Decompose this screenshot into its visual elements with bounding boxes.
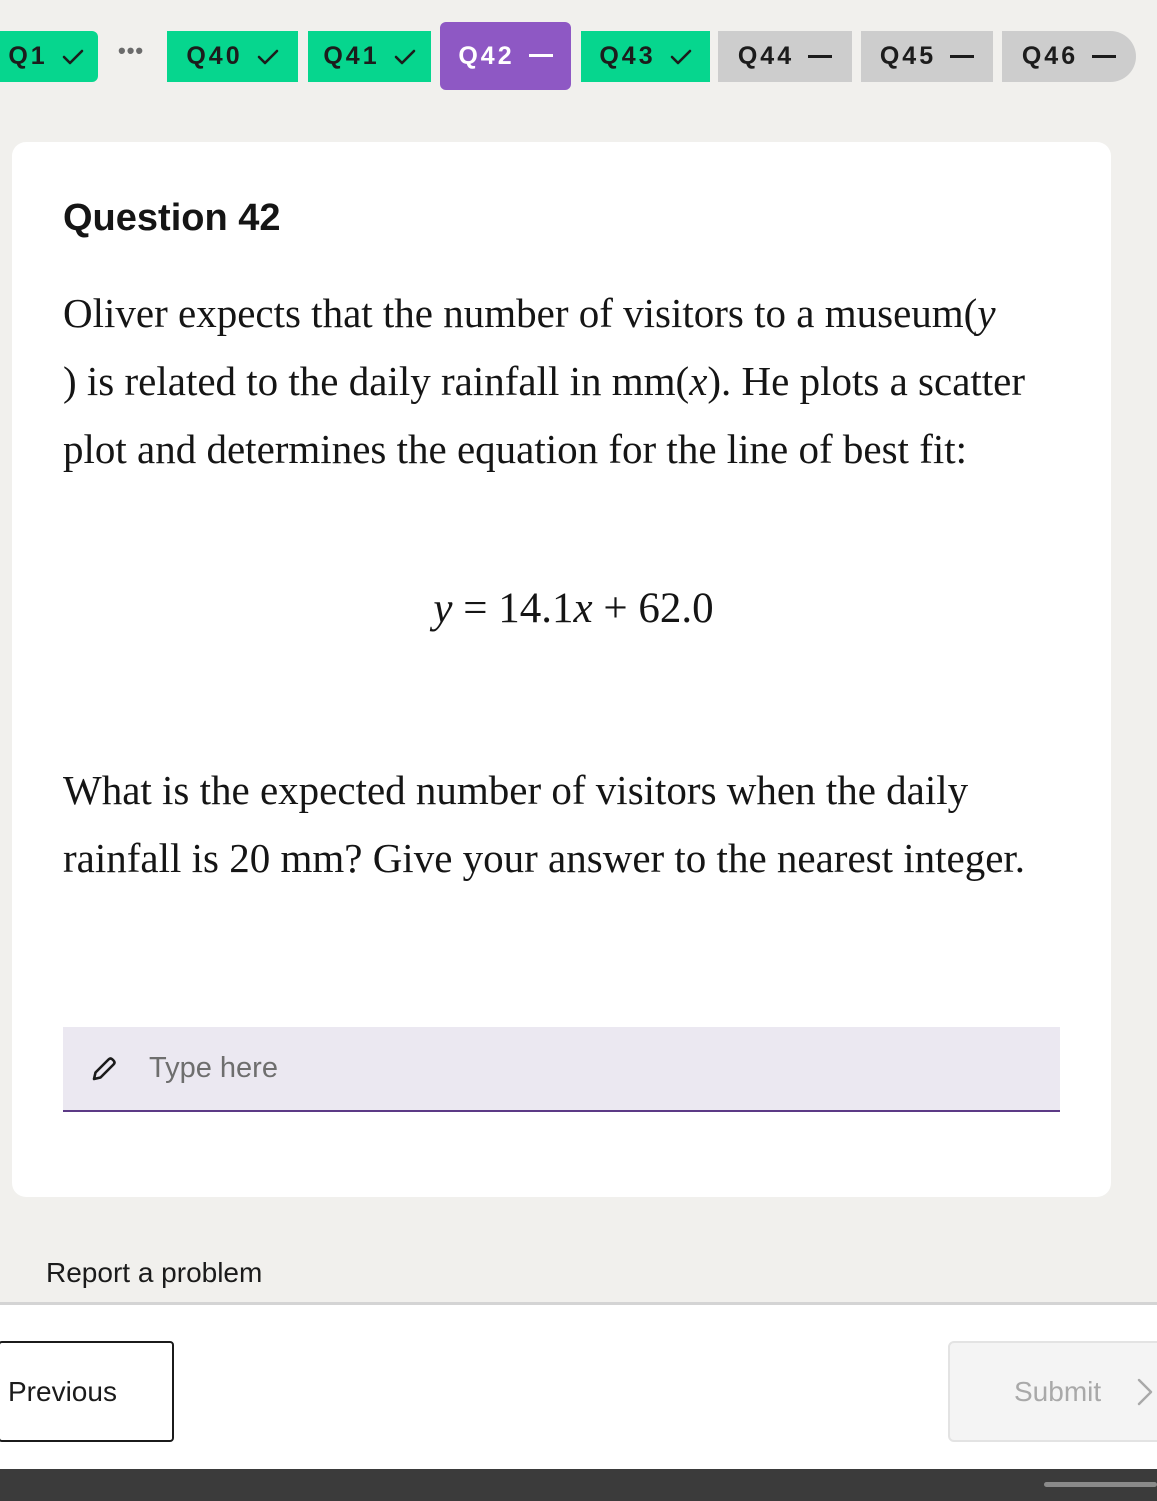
nav-item-q44[interactable] <box>718 31 852 82</box>
nav-item-q46[interactable] <box>1002 31 1136 82</box>
nav-item-q1[interactable] <box>0 31 98 82</box>
nav-item-label: Q45 <box>879 42 937 70</box>
equation-variable: x <box>573 585 593 632</box>
question-navigator <box>0 0 1157 112</box>
dash-icon <box>1092 55 1116 59</box>
prompt-text: ). He plots a scatter plot and determines the equation for the line of best fit: <box>63 358 1026 472</box>
equation-constant: 62.0 <box>638 585 714 632</box>
nav-item-label: Q43 <box>599 42 656 70</box>
system-navigation-bar <box>0 1469 1157 1501</box>
check-icon <box>394 49 416 65</box>
submit-button-label: Submit <box>1014 1375 1102 1407</box>
equation-coefficient: 14.1 <box>498 585 574 632</box>
nav-item-q40[interactable] <box>167 31 298 82</box>
best-fit-equation <box>12 584 1111 633</box>
nav-item-q42[interactable] <box>440 22 571 90</box>
previous-button-label: Previous <box>8 1375 117 1407</box>
question-card <box>12 142 1111 1197</box>
nav-item-label: Q41 <box>323 42 380 70</box>
nav-item-label: Q44 <box>737 42 795 70</box>
nav-item-q43[interactable] <box>581 31 710 82</box>
answer-field[interactable] <box>63 1027 1060 1112</box>
nav-item-q45[interactable] <box>861 31 993 82</box>
answer-input[interactable] <box>147 1051 1011 1086</box>
math-variable-y: y <box>977 290 996 336</box>
pencil-icon <box>89 1054 119 1084</box>
equation-lhs: y <box>433 585 453 632</box>
equation-plus: + <box>603 585 628 632</box>
nav-item-label: Q40 <box>186 42 243 70</box>
dash-icon <box>529 54 553 58</box>
nav-item-label: Q46 <box>1021 42 1079 70</box>
prompt-text: Oliver expects that the number of visitors to a museum( <box>63 290 978 336</box>
equation-equals: = <box>463 585 488 632</box>
nav-item-label: Q1 <box>8 42 48 70</box>
chevron-right-icon <box>1137 1377 1153 1407</box>
dash-icon <box>950 55 974 59</box>
math-variable-x: x <box>689 358 708 404</box>
question-ask: What is the expected number of visitors when the daily rainfall is 20 mm? Give your answer to the nearest integer. <box>63 767 1026 881</box>
more-questions-ellipsis[interactable]: ••• <box>118 38 145 63</box>
previous-button[interactable] <box>0 1341 174 1442</box>
question-prompt <box>63 279 1063 483</box>
report-problem-link[interactable]: Report a problem <box>46 1257 263 1288</box>
check-icon <box>670 49 692 65</box>
nav-item-label: Q42 <box>458 41 515 70</box>
home-indicator[interactable] <box>1044 1482 1157 1487</box>
nav-item-q41[interactable] <box>308 31 431 82</box>
question-title: Question 42 <box>63 197 281 239</box>
check-icon <box>62 49 84 65</box>
prompt-text: ) is related to the daily rainfall in mm( <box>63 358 690 404</box>
submit-button[interactable] <box>948 1341 1157 1442</box>
check-icon <box>257 49 279 65</box>
footer-bar <box>0 1302 1157 1470</box>
dash-icon <box>808 55 832 59</box>
